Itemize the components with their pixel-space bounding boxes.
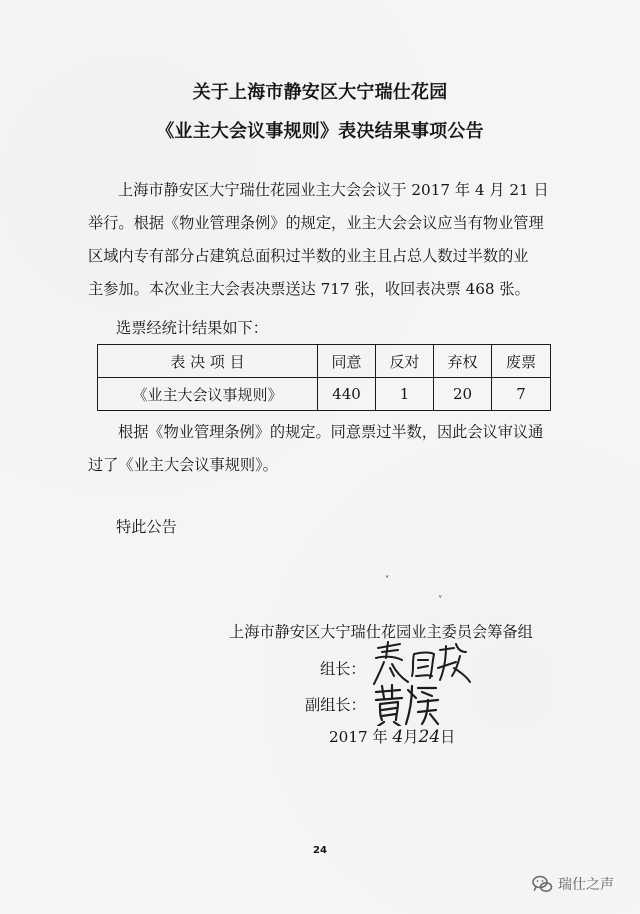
watermark-text: 瑞仕之声 [558,877,614,893]
stats-intro: 选票经统计结果如下： [116,319,268,337]
date-year-suffix: 年 [367,728,393,746]
date-day: 24 [418,727,441,747]
paragraph-line: 根据《物业管理条例》的规定。同意票过半数，因此会议审议通 [118,423,544,441]
date-year: 2017 [329,728,368,746]
header-abstain: 弃权 [434,345,492,378]
deputy-leader-signature [372,682,440,726]
cell-invalid: 7 [492,378,551,411]
signing-date [329,726,455,747]
cell-abstain: 20 [434,378,492,411]
cell-vote-item: 《业主大会议事规则》 [98,378,318,411]
document-title-line1: 关于上海市静安区大宁瑞仕花园 [192,82,448,103]
date-month: 4 [392,727,404,747]
tick-mark: ˅ [438,596,443,606]
organization-name: 上海市静安区大宁瑞仕花园业主委员会筹备组 [229,623,533,641]
notice-closing: 特此公告 [116,518,177,536]
paragraph-line: 上海市静安区大宁瑞仕花园业主大会会议于 2017 年 4 月 21 日 [118,181,549,199]
paragraph-line: 过了《业主大会议事规则》。 [88,456,278,474]
page-number: 24 [313,845,327,856]
deputy-leader-label: 副组长： [305,696,366,714]
wechat-channel-icon [531,874,553,894]
channel-watermark [531,874,614,894]
date-month-suffix: 月 [403,728,419,746]
table-row [98,378,551,411]
date-day-suffix: 日 [440,728,456,746]
header-vote-item: 表 决 项 目 [98,345,318,378]
header-oppose: 反对 [376,345,434,378]
conclusion-paragraph [88,416,558,482]
document-title-line2: 《业主大会议事规则》表决结果事项公告 [156,121,484,142]
header-agree: 同意 [318,345,376,378]
paragraph-line: 区域内专有部分占建筑总面积过半数的业主且占总人数过半数的业 [88,247,529,265]
tick-mark: ˅ [385,576,390,586]
cell-agree: 440 [318,378,376,411]
leader-label: 组长： [320,660,366,678]
cell-oppose: 1 [376,378,434,411]
leader-line [320,658,366,679]
deputy-leader-line [305,694,366,715]
vote-result-table [97,344,551,411]
table-header-row [98,345,551,378]
header-invalid: 废票 [492,345,551,378]
paragraph-line: 举行。根据《物业管理条例》的规定，业主大会会议应当有物业管理 [88,214,544,232]
meeting-paragraph [88,174,558,306]
paragraph-line: 主参加。本次业主大会表决票送达 717 张，收回表决票 468 张。 [88,280,530,298]
